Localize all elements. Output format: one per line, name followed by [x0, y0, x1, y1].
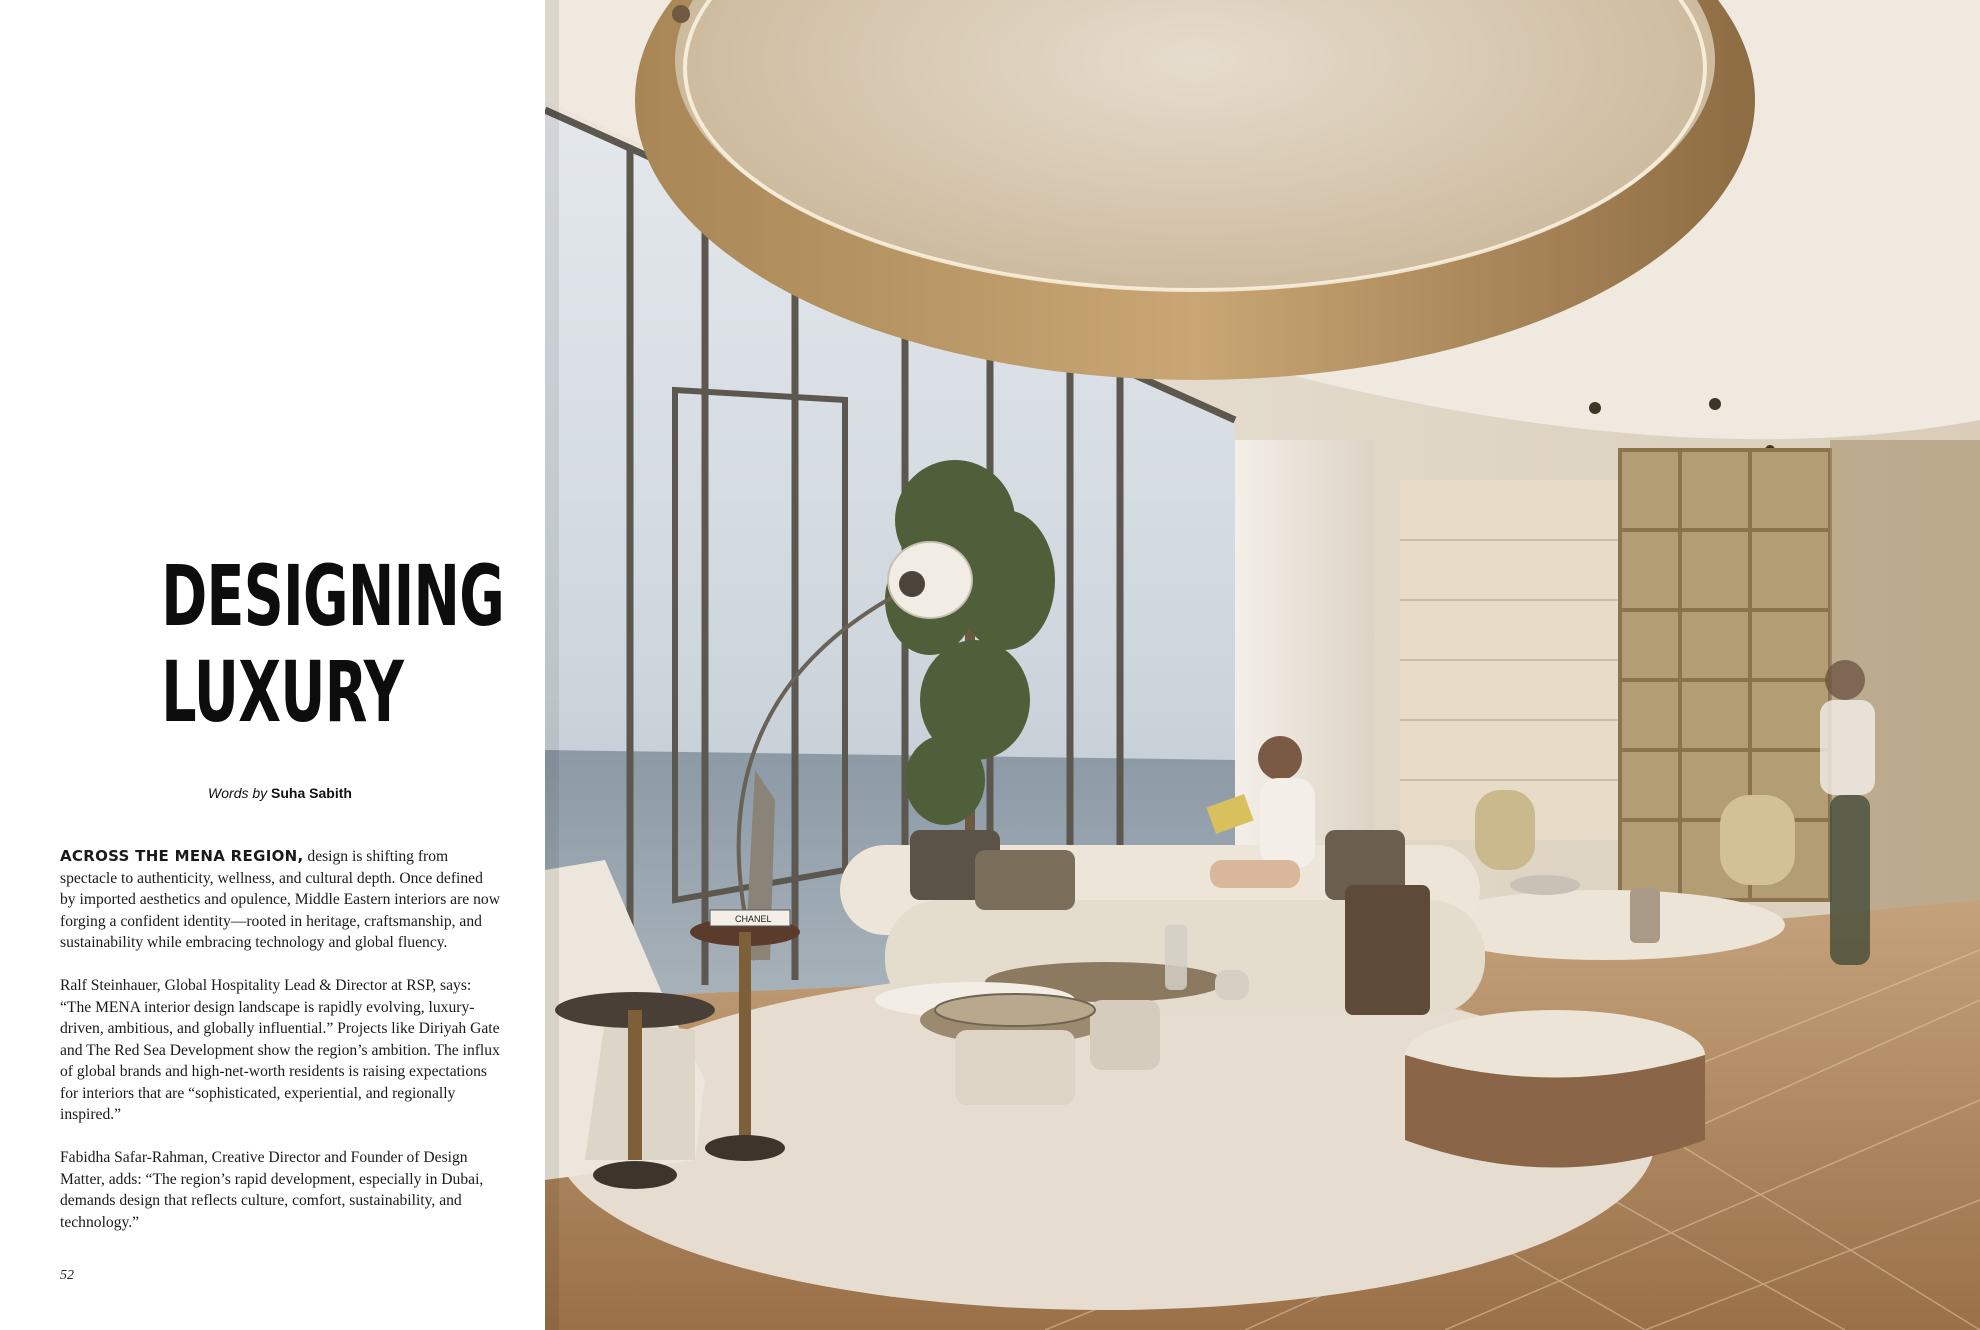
downlight — [1589, 402, 1601, 414]
paragraph-1 — [60, 846, 500, 954]
lounge-chair — [1720, 795, 1795, 885]
side-table-stem — [628, 1010, 642, 1160]
headline-line-2: LUXURY — [161, 643, 404, 741]
woman-legs — [1210, 860, 1300, 888]
man-legs — [1830, 795, 1870, 965]
man-head — [1825, 660, 1865, 700]
downlight — [672, 5, 690, 23]
glass-carafe — [1165, 925, 1187, 990]
article-headline — [161, 547, 505, 741]
woman-torso — [1260, 778, 1315, 868]
lounge-chair — [1475, 790, 1535, 870]
downlight — [1709, 398, 1721, 410]
page-number: 52 — [60, 1268, 74, 1283]
tall-side-table-base — [705, 1135, 785, 1161]
paragraph-3: Fabidha Safar-Rahman, Creative Director and Founder of Design Matter, adds: “The region’s rapid development, especially in Dubai, demands design that reflects culture, comfort, sustainability, and technology.” — [60, 1149, 484, 1231]
article-body — [60, 846, 500, 1255]
byline — [100, 785, 460, 801]
woman-head — [1258, 736, 1302, 780]
teapot — [1215, 970, 1249, 1000]
side-table-base — [593, 1161, 677, 1189]
book-label: CHANEL — [735, 914, 772, 924]
lead-in: ACROSS THE MENA REGION, — [60, 847, 304, 865]
coffee-table-base — [955, 1030, 1075, 1105]
article-page — [0, 0, 545, 1330]
man-torso — [1820, 700, 1875, 795]
interior-photo — [545, 0, 1980, 1330]
throw-blanket — [1345, 885, 1430, 1015]
lamp-bulb — [899, 571, 925, 597]
cushion — [975, 850, 1075, 910]
stool — [1630, 888, 1660, 943]
paragraph-1-text: design is shifting from spectacle to authenticity, wellness, and cultural depth. Once defined by imported aesthetics and opulence, Middle Eastern interiors are now forging a confident identity—rooted in heritage, craftsmanship, and sustainability while embracing technology and global fluency. — [60, 848, 500, 951]
byline-author: Suha Sabith — [271, 785, 352, 801]
tall-side-table-stem — [739, 932, 751, 1147]
coffee-table-base-2 — [1090, 1000, 1160, 1070]
headline-line-1: DESIGNING — [161, 547, 505, 645]
side-table — [1510, 875, 1580, 895]
byline-prefix: Words by — [208, 785, 268, 801]
paragraph-2: Ralf Steinhauer, Global Hospitality Lead & Director at RSP, says: “The MENA interior design landscape is rapidly evolving, luxury-driven, ambitious, and globally influential.” Projects like Diriyah Gate and The Red Sea Development show the region’s ambition. The influx of global brands and high-net-worth residents is raising expectations for interiors that are “sophisticated, experiential, and regionally inspired.” — [60, 977, 500, 1123]
serving-tray — [935, 994, 1095, 1026]
page-gutter-shadow — [545, 0, 559, 1330]
